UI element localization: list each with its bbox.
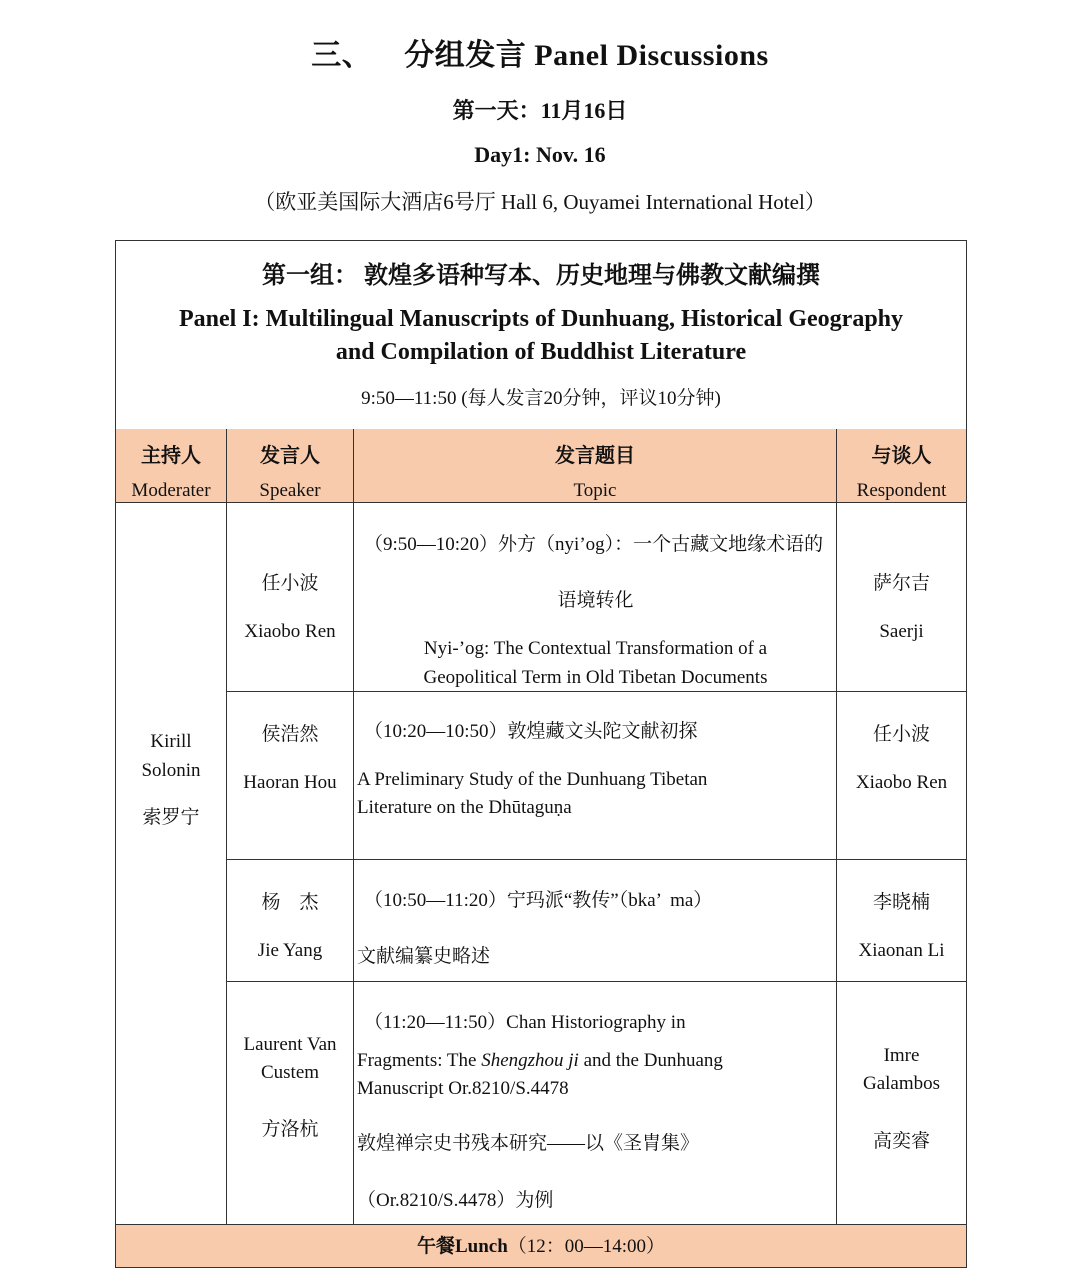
- topic-line: 敦煌禅宗史书残本研究——以《圣胄集》: [357, 1133, 700, 1154]
- table-row-2-respondent: [837, 692, 966, 860]
- moderator-name-line2: Solonin: [141, 760, 201, 781]
- table-row-3-speaker: [227, 860, 354, 982]
- column-header-topic-en: Topic: [573, 480, 617, 501]
- speaker-name-en-line1: Laurent Van: [243, 1034, 337, 1055]
- panel-title-cn: 第一组： 敦煌多语种写本、历史地理与佛教文献编撰: [262, 263, 820, 289]
- venue: （欧亚美国际大酒店6号厅 Hall 6, Ouyamei International Hotel）: [254, 190, 826, 214]
- speaker-name-en-line2: Custem: [260, 1062, 320, 1083]
- column-header-moderator-cn: 主持人: [141, 443, 201, 467]
- lunch-time: （12：00—14:00）: [507, 1236, 666, 1257]
- column-header-respondent-cn: 与谈人: [871, 443, 932, 467]
- panel-title-en-line2: and Compilation of Buddhist Literature: [335, 339, 747, 365]
- table-row-2-speaker: [227, 692, 354, 860]
- column-header-topic: [354, 429, 837, 503]
- respondent-name-en: Xiaobo Ren: [855, 772, 948, 793]
- column-header-speaker-cn: 发言人: [260, 443, 320, 467]
- topic-line: [357, 1050, 834, 1072]
- respondent-name-en-line1: Imre: [883, 1045, 920, 1066]
- moderator-name-line1: Kirill: [150, 731, 192, 752]
- speaker-name-en: Xiaobo Ren: [244, 621, 336, 642]
- topic-italic-title: Shengzhou ji: [481, 1050, 579, 1071]
- topic-line: Geopolitical Term in Old Tibetan Documents: [423, 667, 768, 688]
- topic-text: and the Dunhuang: [578, 1050, 723, 1071]
- page-title: [0, 30, 1080, 74]
- table-row-3-respondent: [837, 860, 966, 982]
- speaker-name-cn: 侯浩然: [261, 724, 319, 745]
- topic-line: 语境转化: [557, 590, 634, 611]
- respondent-name-cn: 高奕睿: [872, 1131, 930, 1152]
- column-header-respondent-en: Respondent: [856, 480, 947, 501]
- column-header-moderator-en: Moderater: [131, 480, 211, 501]
- topic-line: （11:20—11:50）Chan Historiography in: [364, 1012, 686, 1033]
- column-header-speaker-en: Speaker: [259, 480, 321, 501]
- topic-line: 文献编纂史略述: [357, 946, 491, 967]
- speaker-name-cn: 任小波: [261, 573, 319, 594]
- table-row-1-topic: [354, 503, 837, 692]
- table-row-4-speaker: [227, 982, 354, 1225]
- table-row-1-speaker: [227, 503, 354, 692]
- table-row-2-topic: [354, 692, 837, 860]
- respondent-name-cn: 萨尔吉: [872, 573, 930, 594]
- section-title: 分组发言 Panel Discussions: [404, 39, 769, 72]
- panel-title-en-line1: Panel I: Multilingual Manuscripts of Dunhuang, Historical Geography: [178, 306, 904, 332]
- column-header-speaker: [227, 429, 354, 503]
- day-english: Day1: Nov. 16: [474, 142, 606, 167]
- section-number: 三、: [311, 39, 373, 72]
- panel-title-en: [116, 303, 966, 369]
- respondent-name-en-line2: Galambos: [862, 1073, 941, 1094]
- lunch-row: [116, 1225, 966, 1267]
- topic-line: （Or.8210/S.4478）为例: [357, 1190, 554, 1211]
- column-header-respondent: [837, 429, 966, 503]
- topic-line: （9:50—10:20）外方（nyi’og）：一个古藏文地缘术语的: [364, 534, 824, 555]
- lunch-label: 午餐Lunch: [416, 1236, 508, 1257]
- panel-time: 9:50—11:50 (每人发言20分钟，评议10分钟): [361, 388, 721, 409]
- respondent-name-en: Xiaonan Li: [858, 940, 945, 961]
- topic-line: Literature on the Dhūtaguṇa: [357, 797, 572, 818]
- moderator-name-cn: 索罗宁: [142, 807, 200, 828]
- topic-line: （10:50—11:20）宁玛派“教传”（bka’ ma）: [364, 890, 713, 911]
- speaker-name-cn: 方洛杭: [261, 1119, 319, 1140]
- column-header-topic-cn: 发言题目: [555, 443, 635, 467]
- table-row-4-respondent: [837, 982, 966, 1225]
- day-chinese: 第一天：11月16日: [452, 98, 628, 123]
- panel-table: [115, 240, 967, 1268]
- speaker-name-en: Haoran Hou: [243, 772, 337, 793]
- table-row-4-topic: [354, 982, 837, 1225]
- respondent-name-cn: 任小波: [872, 724, 930, 745]
- respondent-name-en: Saerji: [879, 621, 924, 642]
- column-header-moderator: [116, 429, 227, 503]
- topic-text: Fragments: The: [357, 1050, 482, 1071]
- table-row-3-topic: [354, 860, 837, 982]
- topic-line: （10:20—10:50）敦煌藏文头陀文献初探: [364, 721, 698, 742]
- speaker-name-en: Jie Yang: [257, 940, 323, 961]
- panel-header: [116, 241, 966, 430]
- table-row-1-respondent: [837, 503, 966, 692]
- topic-line: A Preliminary Study of the Dunhuang Tibetan: [357, 769, 708, 790]
- respondent-name-cn: 李晓楠: [872, 892, 930, 913]
- topic-line: Manuscript Or.8210/S.4478: [357, 1078, 569, 1099]
- topic-line: Nyi-’og: The Contextual Transformation of a: [423, 638, 768, 659]
- speaker-name-cn: 杨 杰: [261, 892, 319, 913]
- moderator-cell: [116, 503, 227, 1225]
